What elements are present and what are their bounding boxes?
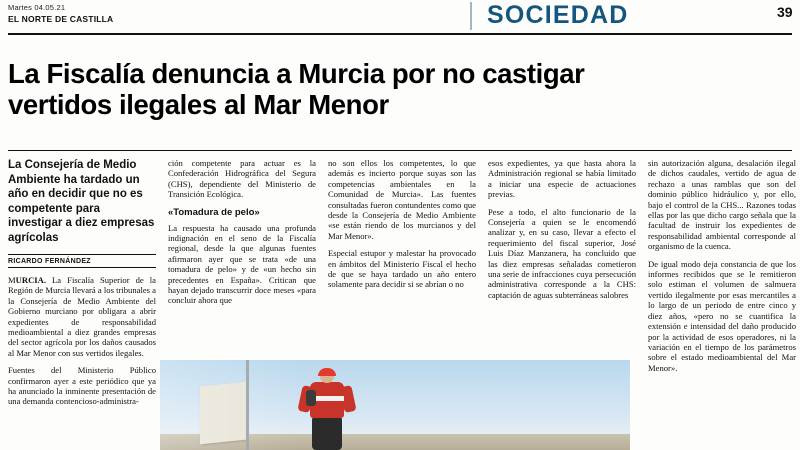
- paragraph: Fuentes del Ministerio Público confirmaron ayer a este periódico que ya ha anunciado la inminente presentación de una demanda contencioso-administra-: [8, 365, 156, 407]
- dateline: MURCIA.: [8, 275, 46, 285]
- subheading: «Tomadura de pelo»: [168, 206, 260, 218]
- masthead-left: [8, 3, 113, 24]
- masthead-date: Martes 04.05.21: [8, 3, 66, 12]
- paragraph: La respuesta ha causado una profunda indignación en el seno de la Fiscalía regional, desde la que algunas fuentes afirmaron ayer que se trata «de una tomadura de pelo» y de «un hecho sin precedentes en España». Critican que hayan dejado transcurrir doce meses «para concluir ahora que: [168, 222, 316, 306]
- masthead-rule: [8, 33, 792, 35]
- masthead-divider: [470, 2, 472, 30]
- page-title: La Fiscalía denuncia a Murcia por no castigar vertidos ilegales al Mar Menor: [8, 58, 585, 121]
- column-3: [328, 158, 476, 297]
- masthead: [0, 0, 800, 34]
- article-photo: [160, 360, 630, 450]
- article-lead: La Consejería de Medio Ambiente ha tardado un año en decidir que no es competente para investigar a diez empresas agrícolas: [8, 159, 155, 244]
- paragraph: no son ellos los competentes, lo que además es incierto porque suyas son las competencias ambientales en la Comunidad de Murcia». Las fuentes consultadas fueron contundentes como que desde la Consejería de Medio Ambiente «se están riendo de los murcianos y del Mar Menor».: [328, 158, 476, 241]
- column-5: [648, 158, 796, 380]
- paragraph: Pese a todo, el alto funcionario de la Consejería a quien se le encomendó analizar y, en su caso, llevar a efecto el requerimiento del fiscal superior, José Luis Díaz Manzanera, ha concluido que las diez empresas señaladas cometieron una serie de infracciones cuya persecución administrativa corresponde a la CHS: captación de aguas subterráneas salobres: [488, 206, 636, 300]
- byline: RICARDO FERNÁNDEZ: [8, 254, 156, 268]
- column-1: [8, 158, 156, 414]
- page-number: 39: [777, 4, 793, 20]
- headline-divider: [8, 150, 792, 151]
- paragraph: esos expedientes, ya que hasta ahora la Administración regional se había limitado a iniciar una especie de actuaciones previas.: [488, 158, 636, 200]
- photo-overlay: [160, 360, 630, 450]
- column-2: [168, 158, 316, 313]
- paragraph: De igual modo deja constancia de que los informes recibidos que se le remitieron solo estiman el volumen de salmuera vertido ilegalmente por esas mercantiles a lo largo de un periodo de entre cinco y diez años, «pero no se cuantifica la extensión e intensidad del daño producido por la actividad de esos operadores, ni la variación en el tiempo de los parámetros sobre el estado medioambiental del Mar Menor».: [648, 258, 796, 373]
- paragraph: sin autorización alguna, desalación ilegal de dichos caudales, vertido de agua de rechazo a unas ramblas que son del dominio público hidráulico y, por ello, bajo el control de la CHS... Razones todas ellas por las que dicho cargo señala que la facultad de instruir los expedientes de responsabilidad ambiental corresponde al organismo de la cuenca.: [648, 158, 796, 252]
- paragraph-text: La Fiscalía Superior de la Región de Murcia llevará a los tribunales a la Consejería de Medio Ambiente del Gobierno murciano por obligara a abrir expedientes de responsabilidad medioambiental a diez grandes empresas del sector agrícola por los daños causados al Mar Menor con sus vertidos ilegales.: [8, 275, 156, 358]
- paragraph: Especial estupor y malestar ha provocado en ámbitos del Ministerio Fiscal el hecho de que se haya tardado un año entero solamente para decidir si se abrían o no: [328, 248, 476, 290]
- column-4: [488, 158, 636, 307]
- section-title: SOCIEDAD: [487, 1, 629, 29]
- paragraph: [8, 275, 156, 358]
- paragraph: ción competente para actuar es la Confederación Hidrográfica del Segura (CHS), dependiente del Ministerio de Transición Ecológica.: [168, 158, 316, 200]
- masthead-paper-name: EL NORTE DE CASTILLA: [8, 14, 114, 24]
